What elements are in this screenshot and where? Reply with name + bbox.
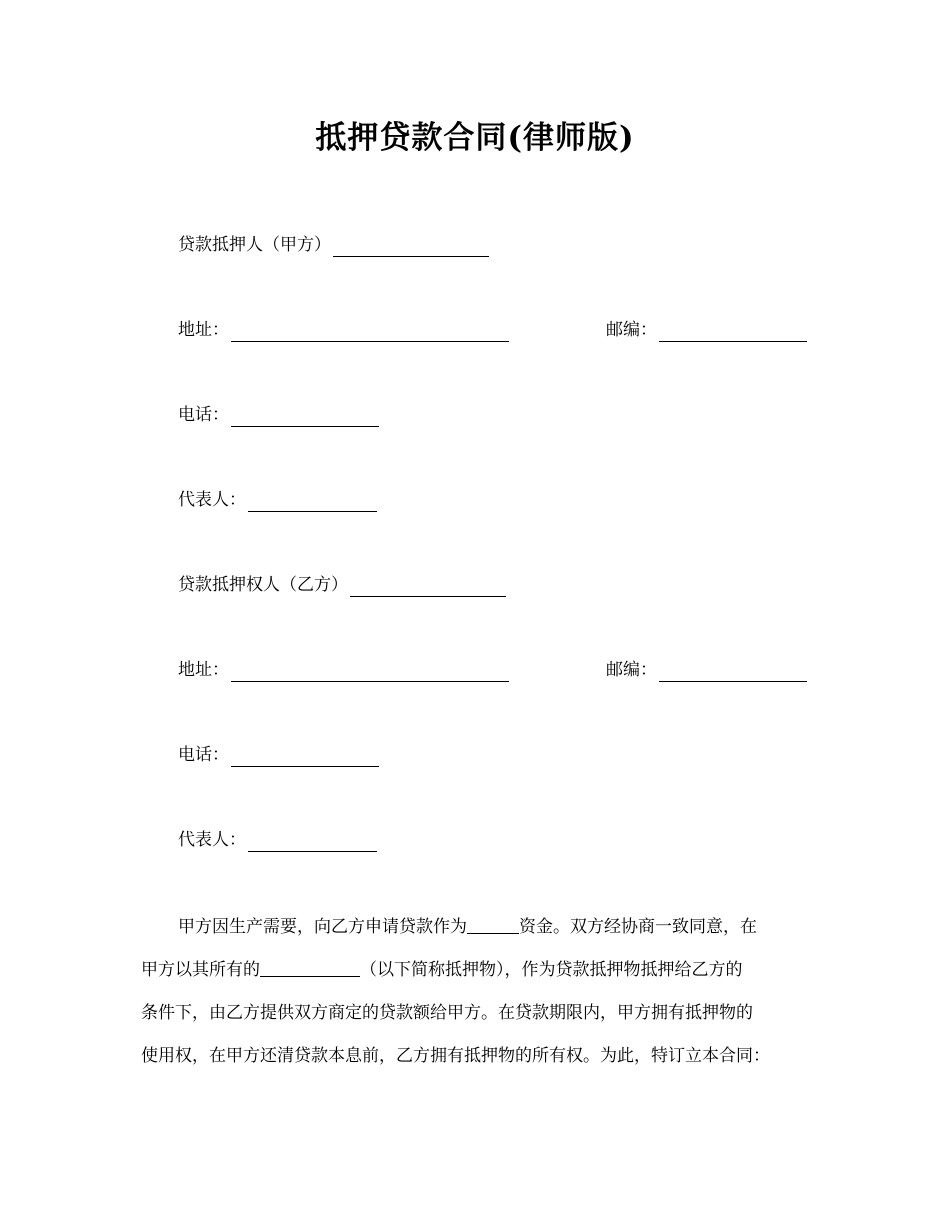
intro-line-1-text-b: 资金。双方经协商一致同意，在: [519, 917, 757, 937]
party-b-field: [178, 573, 506, 597]
intro-line-4: 使用权，在甲方还清贷款本息前，乙方拥有抵押物的所有权。为此，特订立本合同：: [141, 1046, 770, 1066]
party-a-label: 贷款抵押人（甲方）: [178, 235, 331, 255]
party-b-postcode-label: 邮编：: [606, 660, 657, 680]
intro-line-2-text-a: 甲方以其所有的: [141, 960, 260, 980]
party-a-field: [178, 233, 489, 257]
party-b-rep-label: 代表人：: [178, 830, 246, 850]
loan-purpose-blank[interactable]: [467, 913, 519, 934]
party-a-address-blank[interactable]: [231, 321, 509, 342]
party-a-rep-blank[interactable]: [248, 491, 377, 512]
party-b-address-blank[interactable]: [231, 661, 509, 682]
intro-line-2: [141, 955, 821, 985]
party-a-address-label: 地址：: [178, 320, 229, 340]
party-b-phone-blank[interactable]: [231, 746, 379, 767]
party-b-phone-field: [178, 743, 379, 767]
party-a-rep-field: [178, 488, 377, 512]
party-a-phone-label: 电话：: [178, 405, 229, 425]
party-b-phone-label: 电话：: [178, 745, 229, 765]
party-a-postcode-field: [606, 318, 807, 342]
party-b-blank[interactable]: [350, 576, 506, 597]
intro-line-1-text-a: 甲方因生产需要，向乙方申请贷款作为: [178, 917, 467, 937]
intro-line-2-text-b: （以下简称抵押物），作为贷款抵押物抵押给乙方的: [360, 960, 743, 980]
party-a-postcode-blank[interactable]: [659, 321, 807, 342]
party-b-label: 贷款抵押权人（乙方）: [178, 575, 348, 595]
party-b-postcode-blank[interactable]: [659, 661, 807, 682]
party-a-address-field: [178, 318, 509, 342]
party-b-postcode-field: [606, 658, 807, 682]
collateral-blank[interactable]: [260, 956, 360, 977]
party-a-phone-field: [178, 403, 379, 427]
document-title: 抵押贷款合同(律师版): [315, 120, 635, 156]
party-a-rep-label: 代表人：: [178, 490, 246, 510]
party-b-address-label: 地址：: [178, 660, 229, 680]
party-b-address-field: [178, 658, 509, 682]
party-b-rep-field: [178, 828, 377, 852]
intro-line-1: [141, 912, 821, 942]
party-a-postcode-label: 邮编：: [606, 320, 657, 340]
intro-paragraph: [141, 912, 821, 1084]
party-b-rep-blank[interactable]: [248, 831, 377, 852]
party-a-phone-blank[interactable]: [231, 406, 379, 427]
party-a-blank[interactable]: [333, 236, 489, 257]
intro-line-3: 条件下，由乙方提供双方商定的贷款额给甲方。在贷款期限内，甲方拥有抵押物的: [141, 1003, 753, 1023]
